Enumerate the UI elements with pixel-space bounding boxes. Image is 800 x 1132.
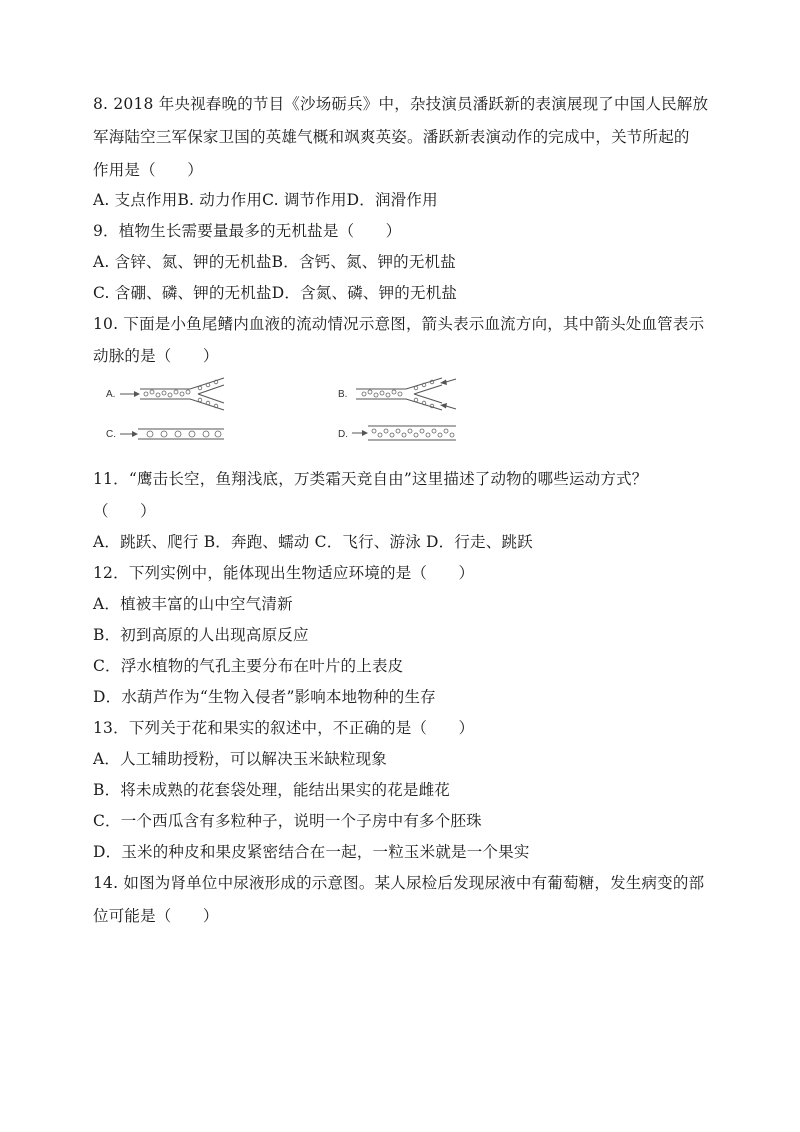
q13-option-a: A．人工辅助授粉，可以解决玉米缺粒现象	[93, 750, 387, 768]
vessel-a-diagram	[120, 376, 230, 412]
vessel-d-diagram	[352, 422, 462, 444]
vessel-c-diagram	[120, 424, 230, 444]
q13-stem: 13．下列关于花和果实的叙述中，不正确的是（ ）	[93, 719, 475, 737]
q9-stem: 9．植物生长需要量最多的无机盐是（ ）	[93, 222, 402, 240]
q11-line-1: 11．“鹰击长空，鱼翔浅底，万类霜天竞自由”这里描述了动物的哪些运动方式？	[93, 470, 648, 488]
vessel-b-label: B.	[338, 389, 348, 400]
q11-line-2: （ ）	[93, 502, 156, 520]
q12-option-d: D．水葫芦作为“生物入侵者”影响本地物种的生存	[93, 688, 436, 706]
q10-vessel-figure	[100, 376, 460, 446]
q13-option-b: B．将未成熟的花套袋处理，能结出果实的花是雌花	[93, 781, 450, 799]
q8-options: A. 支点作用B. 动力作用C. 调节作用D．润滑作用	[93, 191, 438, 209]
q13-option-c: C．一个西瓜含有多粒种子，说明一个子房中有多个胚珠	[93, 812, 482, 830]
q13-option-d: D．玉米的种皮和果皮紧密结合在一起，一粒玉米就是一个果实	[93, 843, 530, 861]
q8-line-1: 8. 2018 年央视春晚的节目《沙场砺兵》中，杂技演员潘跃新的表演展现了中国人民解放	[93, 95, 709, 113]
q10-line-1: 10. 下面是小鱼尾鳍内血液的流动情况示意图，箭头表示血流方向，其中箭头处血管表示	[93, 315, 705, 333]
vessel-c-label: C.	[106, 429, 116, 440]
vessel-a-label: A.	[106, 389, 116, 400]
q9-options-ab: A. 含锌、氮、钾的无机盐B．含钙、氮、钾的无机盐	[93, 253, 456, 271]
q10-line-2: 动脉的是（ ）	[93, 347, 219, 365]
q12-option-a: A．植被丰富的山中空气清新	[93, 595, 293, 613]
q14-line-2: 位可能是（ ）	[93, 907, 219, 925]
q14-line-1: 14. 如图为肾单位中尿液形成的示意图。某人尿检后发现尿液中有葡萄糖，发生病变的部	[93, 874, 705, 892]
q9-options-cd: C. 含硼、磷、钾的无机盐D．含氮、磷、钾的无机盐	[93, 284, 458, 302]
q12-option-b: B．初到高原的人出现高原反应	[93, 626, 309, 644]
q12-stem: 12．下列实例中，能体现出生物适应环境的是（ ）	[93, 564, 475, 582]
q12-option-c: C．浮水植物的气孔主要分布在叶片的上表皮	[93, 657, 404, 675]
vessel-b-diagram	[352, 376, 462, 412]
vessel-d-label: D.	[338, 429, 348, 440]
q8-line-2: 军海陆空三军保家卫国的英雄气概和飒爽英姿。潘跃新表演动作的完成中，关节所起的	[93, 128, 690, 146]
q8-line-3: 作用是（ ）	[93, 161, 203, 179]
q11-options: A．跳跃、爬行 B．奔跑、蠕动 C．飞行、游泳 D．行走、跳跃	[93, 533, 533, 551]
